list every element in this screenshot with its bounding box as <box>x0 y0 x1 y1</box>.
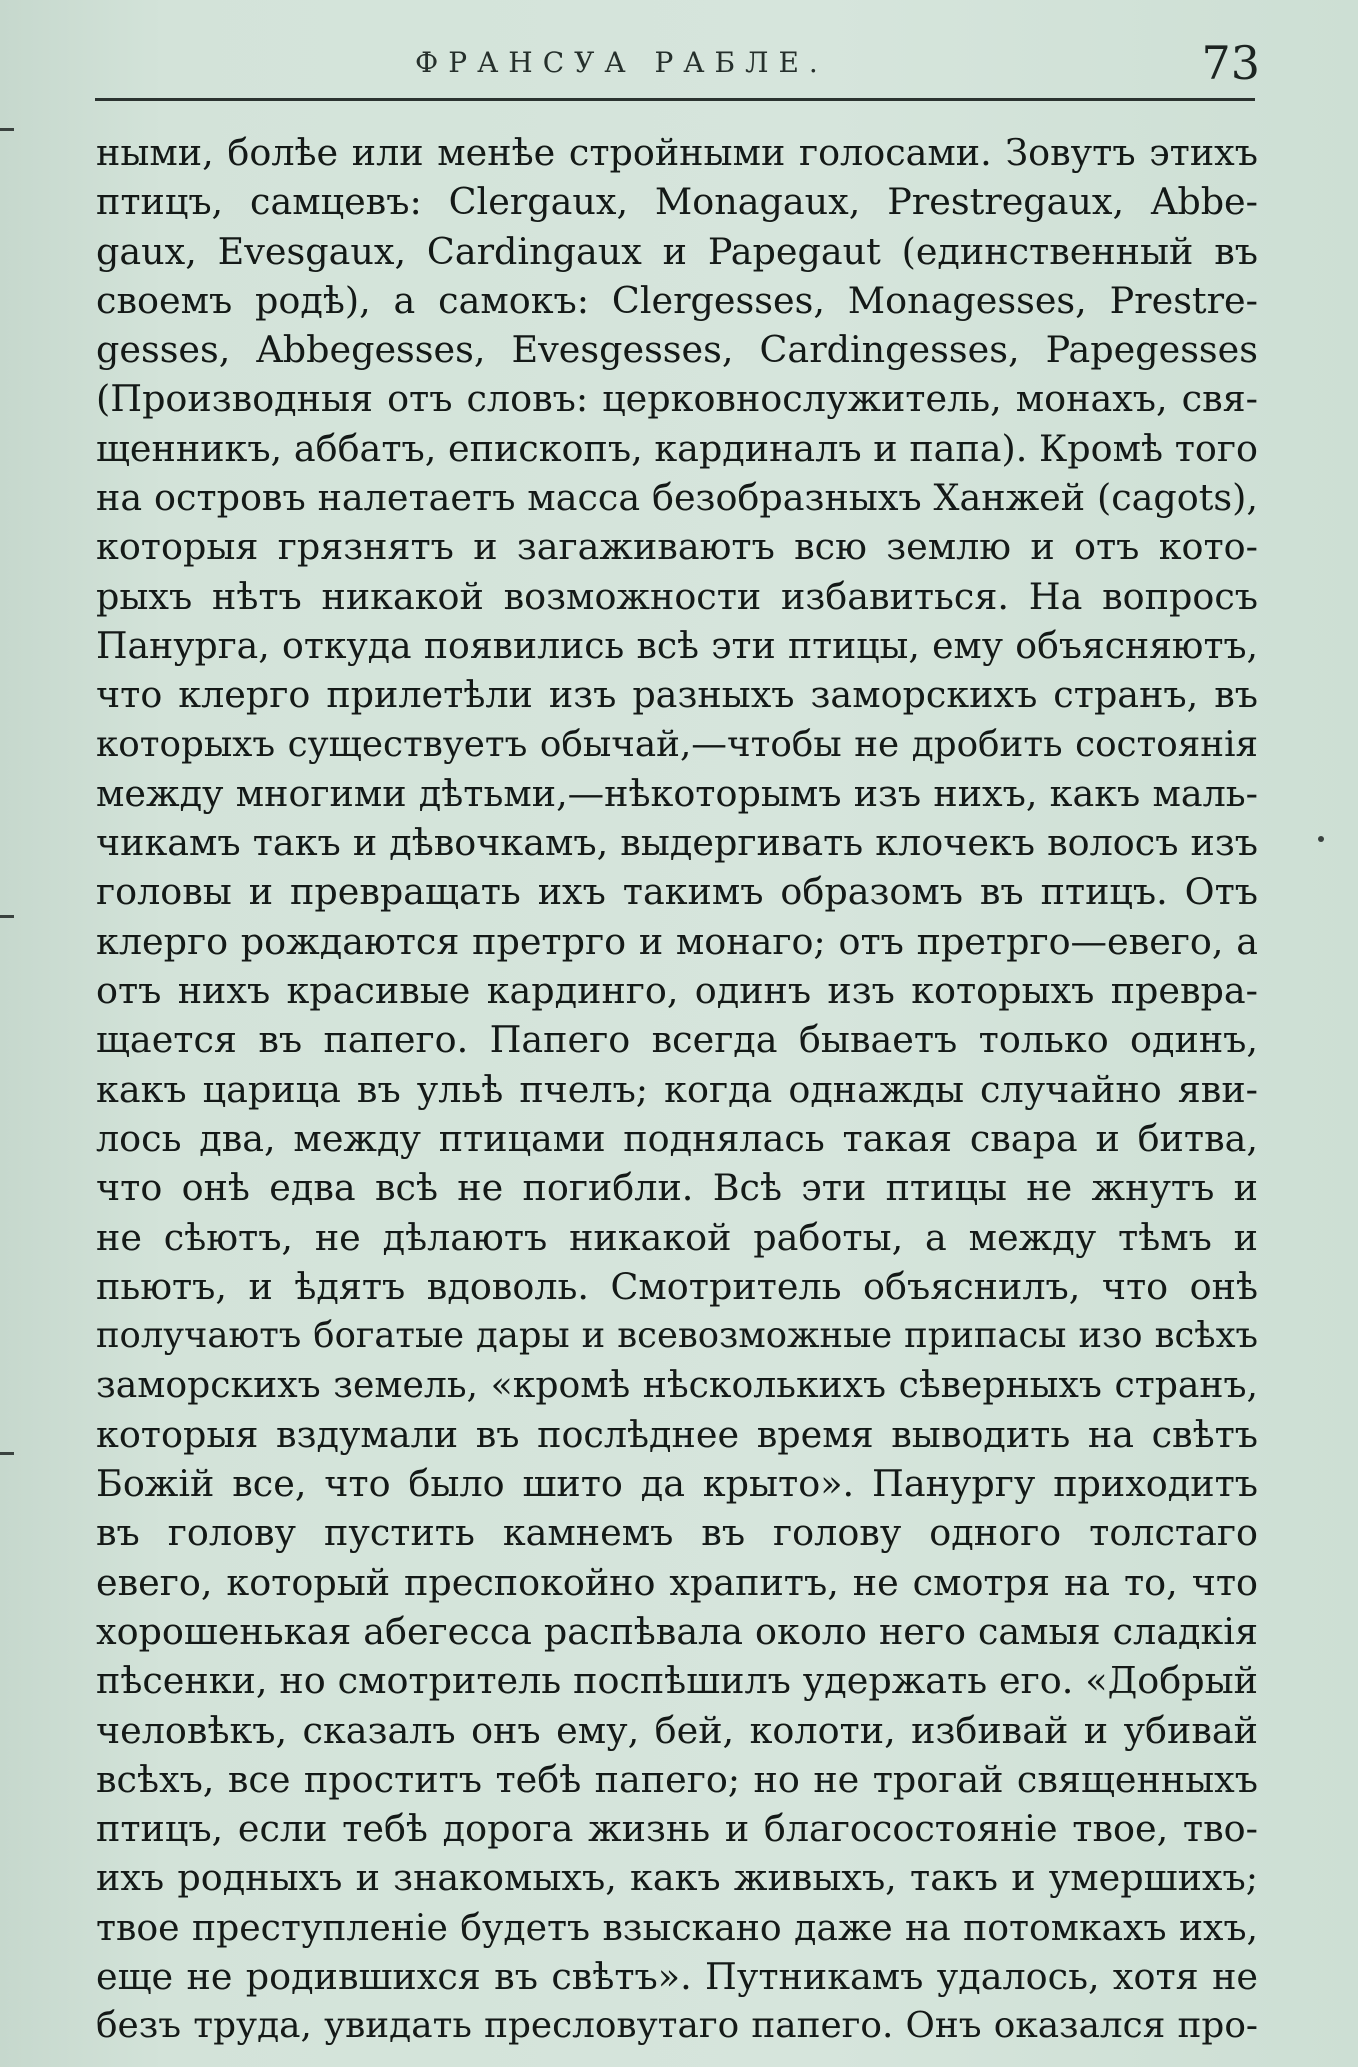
text-line: птицъ, самцевъ: Clergaux, Monagaux, Prestregaux, Abbe- <box>96 180 1258 224</box>
margin-mark <box>0 1452 14 1455</box>
text-line: не сѣютъ, не дѣлаютъ никакой работы, а между тѣмъ и <box>96 1215 1258 1259</box>
running-title: ФРАНСУА РАБЛЕ. <box>415 46 828 79</box>
text-line: щается въ папего. Папего всегда бываетъ только одинъ, <box>96 1018 1258 1062</box>
text-line: Божій все, что было шито да крыто». Панургу приходитъ <box>96 1462 1258 1506</box>
text-line: gaux, Evesgaux, Cardingaux и Papegaut (единственный въ <box>96 229 1258 273</box>
text-line: головы и превращать ихъ такимъ образомъ въ птицъ. Отъ <box>96 870 1258 914</box>
text-line: своемъ родѣ), а самокъ: Clergesses, Monagesses, Prestre- <box>96 278 1258 322</box>
text-line: какъ царица въ ульѣ пчелъ; когда однажды случайно яви- <box>96 1067 1258 1111</box>
text-line: что онѣ едва всѣ не погибли. Всѣ эти птицы не жнутъ и <box>96 1166 1258 1210</box>
text-line: Панурга, откуда появились всѣ эти птицы, ему объясняютъ, <box>96 623 1258 667</box>
text-line: между многими дѣтьми,—нѣкоторымъ изъ нихъ, какъ маль- <box>96 771 1258 815</box>
text-line: чикамъ такъ и дѣвочкамъ, выдергивать клочекъ волосъ изъ <box>96 821 1258 865</box>
text-line: птицъ, если тебѣ дорога жизнь и благосостояніе твое, тво- <box>96 1807 1258 1851</box>
margin-mark <box>0 128 14 131</box>
text-line: gesses, Abbegesses, Evesgesses, Cardingesses, Papegesses <box>96 328 1258 372</box>
text-line: рыхъ нѣтъ никакой возможности избавиться. На вопросъ <box>96 574 1258 618</box>
text-line: щенникъ, аббатъ, епископъ, кардиналъ и папа). Кромѣ того <box>96 426 1258 470</box>
text-line: на островъ налетаетъ масса безобразныхъ Ханжей (cagots), <box>96 476 1258 520</box>
running-head <box>95 36 1260 96</box>
text-line: еще не родившихся въ свѣтъ». Путникамъ удалось, хотя не <box>96 1954 1258 1998</box>
text-line: пѣсенки, но смотритель поспѣшилъ удержать его. «Добрый <box>96 1659 1258 1703</box>
text-line: которыхъ существуетъ обычай,—чтобы не дробить состоянія <box>96 723 1258 765</box>
text-line: (Производныя отъ словъ: церковнослужитель, монахъ, свя- <box>96 377 1258 421</box>
text-line: которыя вздумали въ послѣднее время выводить на свѣтъ <box>96 1412 1258 1456</box>
text-line: въ голову пустить камнемъ въ голову одного толстаго <box>96 1511 1258 1555</box>
text-line: которыя грязнятъ и загаживаютъ всю землю и отъ кото- <box>96 525 1258 569</box>
text-line: человѣкъ, сказалъ онъ ему, бей, колоти, избивай и убивай <box>96 1708 1258 1752</box>
text-line: получаютъ богатые дары и всевозможные припасы изо всѣхъ <box>96 1315 1258 1357</box>
text-line: хорошенькая абегесса распѣвала около него самыя сладкія <box>96 1609 1258 1653</box>
text-line: всѣхъ, все проститъ тебѣ папего; но не трогай священныхъ <box>96 1757 1258 1801</box>
margin-mark <box>0 915 14 918</box>
text-line: заморскихъ земель, «кромѣ нѣсколькихъ сѣверныхъ странъ, <box>96 1363 1258 1407</box>
margin-speck <box>1318 836 1324 842</box>
text-line: безъ труда, увидать пресловутаго папего. Онъ оказался про- <box>96 2005 1258 2047</box>
text-line: пьютъ, и ѣдятъ вдоволь. Смотритель объяснилъ, что онѣ <box>96 1264 1258 1308</box>
text-line: твое преступленіе будетъ взыскано даже на потомкахъ ихъ, <box>96 1905 1258 1949</box>
text-line: ихъ родныхъ и знакомыхъ, какъ живыхъ, такъ и умершихъ; <box>96 1856 1258 1900</box>
text-line: ными, болѣе или менѣе стройными голосами. Зовутъ этихъ <box>96 131 1258 174</box>
page-number: 73 <box>1201 36 1260 90</box>
text-line: что клерго прилетѣли изъ разныхъ заморскихъ странъ, въ <box>96 673 1258 717</box>
text-line: евего, который преспокойно храпитъ, не смотря на то, что <box>96 1560 1258 1604</box>
body-text <box>96 128 1258 2051</box>
text-line: отъ нихъ красивые кардинго, одинъ изъ которыхъ превра- <box>96 969 1258 1013</box>
header-rule <box>95 98 1255 101</box>
text-line: лось два, между птицами поднялась такая свара и битва, <box>96 1116 1258 1160</box>
text-line: клерго рождаются претрго и монаго; отъ претрго—евего, а <box>96 919 1258 963</box>
